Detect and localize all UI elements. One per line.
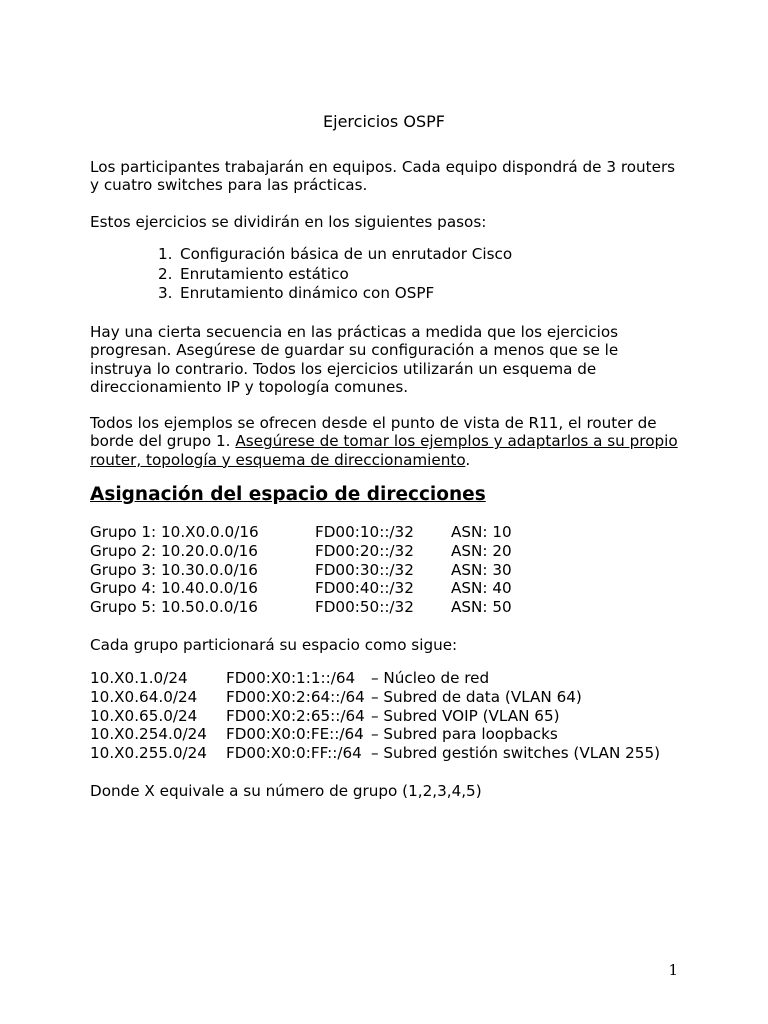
step-number: 1. [158,245,173,263]
step-text: Enrutamiento estático [180,264,349,283]
asn-cell: ASN: 30 [451,560,512,579]
table-row [90,688,660,707]
table-row [90,707,660,726]
step-text: Configuración básica de un enrutador Cisco [180,245,513,263]
group-cell: Grupo 2: 10.20.0.0/16 [90,541,258,560]
asn-cell: ASN: 50 [451,598,512,617]
list-item [158,245,512,265]
asn-cell: ASN: 40 [451,579,512,598]
sequence-paragraph [90,323,680,396]
intro-paragraph-text: Los participantes trabajarán en equipos. Cada equipo dispondrá de 3 routers y cuatro switches para las prácticas. [90,158,676,195]
partition-intro [90,636,680,654]
group-cell: Grupo 5: 10.50.0.0/16 [90,598,258,617]
table-row [90,523,512,542]
list-item [158,284,512,304]
group-cell: Grupo 1: 10.X0.0.0/16 [90,523,259,541]
step-number: 2. [158,264,173,283]
ipv4-cell: 10.X0.255.0/24 [90,744,207,763]
examples-paragraph [90,414,680,469]
steps-list [158,245,512,304]
ipv4-cell: 10.X0.64.0/24 [90,687,198,706]
examples-text-end: . [465,450,471,469]
partition-intro-text: Cada grupo particionará su espacio como sigue: [90,636,458,654]
table-row [90,542,512,561]
description-cell: – Subred gestión switches (VLAN 255) [371,744,661,763]
description-cell: – Subred VOIP (VLAN 65) [371,706,560,725]
ipv6-cell: FD00:50::/32 [315,598,414,617]
group-cell: Grupo 4: 10.40.0.0/16 [90,579,258,598]
closing-note-text: Donde X equivale a su número de grupo (1,2,3,4,5) [90,782,482,800]
ipv4-cell: 10.X0.65.0/24 [90,706,198,725]
step-number: 3. [158,284,173,302]
ipv6-cell: FD00:10::/32 [315,523,414,541]
description-cell: – Subred para loopbacks [371,725,558,744]
table-row [90,744,660,763]
examples-text-start: Todos los ejemplos se ofrecen desde el punto de vista de R11, el router de borde del grupo 1. [90,414,657,451]
steps-intro [90,213,680,231]
ipv6-cell: FD00:X0:1:1::/64 [226,669,356,687]
page-number: 1 [668,961,678,979]
ipv4-cell: 10.X0.1.0/24 [90,669,188,687]
table-row [90,579,512,598]
closing-note [90,782,680,800]
list-item [158,265,512,285]
group-cell: Grupo 3: 10.30.0.0/16 [90,560,258,579]
examples-text-underlined: Asegúrese de tomar los ejemplos y adaptarlos a su propio router, topología y esquema de direccionamiento [90,432,678,469]
sequence-paragraph-text: Hay una cierta secuencia en las prácticas a medida que los ejercicios progresan. Asegúrese de guardar su configuración a menos que se le instruya lo contrario. Todos los ejercicios utilizarán un esquema de direccionamiento IP y topología comunes. [90,323,619,396]
ipv6-cell: FD00:X0:0:FF::/64 [226,744,362,763]
table-row [90,669,660,688]
ipv6-cell: FD00:X0:2:65::/64 [226,706,365,725]
ipv6-cell: FD00:X0:0:FE::/64 [226,725,364,744]
table-row [90,725,660,744]
asn-cell: ASN: 10 [451,523,512,541]
step-text: Enrutamiento dinámico con OSPF [180,284,435,302]
steps-intro-text: Estos ejercicios se dividirán en los siguientes pasos: [90,213,487,231]
description-cell: – Subred de data (VLAN 64) [371,687,582,706]
description-cell: – Núcleo de red [371,669,490,687]
ipv6-cell: FD00:X0:2:64::/64 [226,687,365,706]
groups-table [90,523,512,617]
document-title: Ejercicios OSPF [323,112,445,131]
ipv4-cell: 10.X0.254.0/24 [90,725,207,744]
table-row [90,598,512,617]
intro-paragraph [90,158,680,195]
ipv6-cell: FD00:20::/32 [315,541,414,560]
section-heading: Asignación del espacio de direcciones [90,484,486,505]
table-row [90,561,512,580]
subnets-table [90,669,660,763]
examples-paragraph-text [90,414,680,469]
ipv6-cell: FD00:30::/32 [315,560,414,579]
ipv6-cell: FD00:40::/32 [315,579,414,598]
asn-cell: ASN: 20 [451,541,512,560]
